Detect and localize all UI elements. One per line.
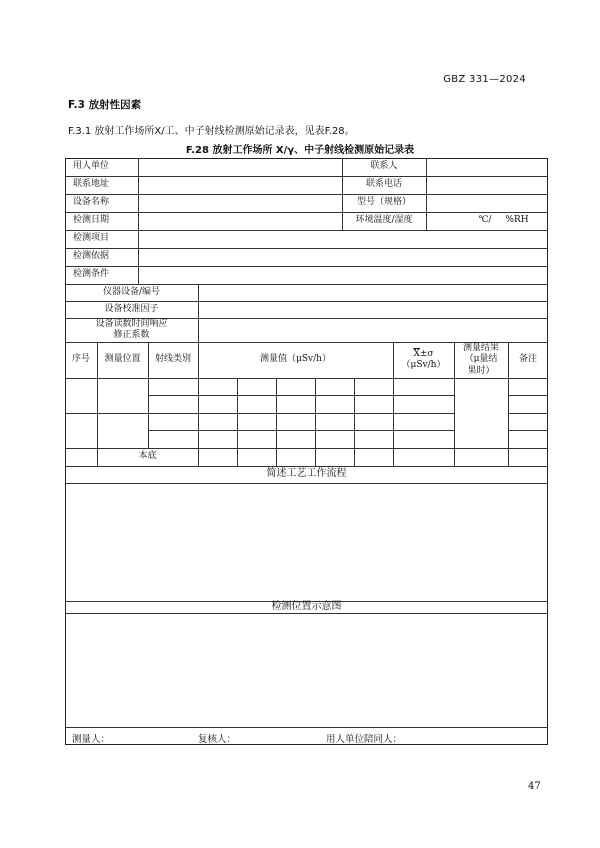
label-test-condition: 检测条件 [73,269,110,280]
label-contact-person: 联系人 [370,161,398,172]
label-contact-phone: 联系电话 [365,179,402,190]
header-ray-type: 射线类别 [154,354,191,365]
sig-reviewer: 复核人： [198,734,237,745]
label-test-item: 检测项目 [73,233,110,244]
label-instrument: 仪器设备/编号 [102,286,161,297]
row-line [508,430,548,431]
label-model: 型号（规格） [356,197,411,208]
row-line [508,413,548,414]
mean-symbol-line [413,349,433,360]
response-factor-line1: 设备读数时间响应 [95,318,168,329]
result-line3: 果时） [467,365,495,376]
label-contact-address: 联系地址 [73,179,110,190]
row-line [65,727,548,728]
sig-accompany: 用人单位陪同人： [326,734,403,745]
label-calibration-factor: 设备校准因子 [104,303,159,314]
label-test-basis: 检测依据 [73,251,110,262]
header-position: 测量位置 [104,354,141,365]
col-line [198,284,199,342]
header-measured-value: 测量值（μSv/h） [260,354,331,365]
label-response-factor [65,318,198,342]
header-mean [393,342,454,378]
section-title: F.3 放射性因素 [68,99,142,111]
col-line [354,378,355,466]
intro-paragraph: F.3.1 放射工作场所X/工、中子射线检测原始记录表，见表F.28。 [68,126,355,137]
row-line [65,378,548,379]
label-env-temp-humidity: 环境温度/湿度 [355,215,413,226]
label-device-name: 设备名称 [73,197,110,208]
header-remark: 备注 [518,354,537,365]
temp-unit: ℃/ [478,215,492,226]
row-line [508,395,548,396]
sig-measurer: 测量人： [72,734,111,745]
label-background: 本底 [138,451,157,462]
col-line [276,378,277,466]
page-number: 47 [528,781,541,792]
table-title: F.28 放射工作场所 X/γ、中子射线检测原始记录表 [185,145,415,156]
standard-code: GBZ 331—2024 [443,74,526,85]
diagram-title: 检测位置示意图 [271,600,342,612]
row-line [65,413,454,414]
header-result [454,342,508,378]
mean-suffix: ±σ [419,348,434,359]
result-line2: （μ量结 [464,354,498,365]
result-line1: 测量结果 [462,343,499,354]
humidity-unit: %RH [505,215,529,226]
response-factor-line2: 修正系数 [113,330,150,340]
label-test-date: 检测日期 [73,215,110,226]
mean-symbol: $\overline{X}$ [413,348,420,359]
label-user-unit: 用人单位 [73,161,110,172]
col-line [237,378,238,466]
row-line [148,395,454,396]
col-line [426,158,427,230]
mean-unit: （μSv/h） [401,360,446,370]
header-seq: 序号 [71,354,90,365]
row-line [148,430,454,431]
col-line [315,378,316,466]
row-line [65,483,548,484]
process-title: 简述工艺工作流程 [266,468,347,480]
